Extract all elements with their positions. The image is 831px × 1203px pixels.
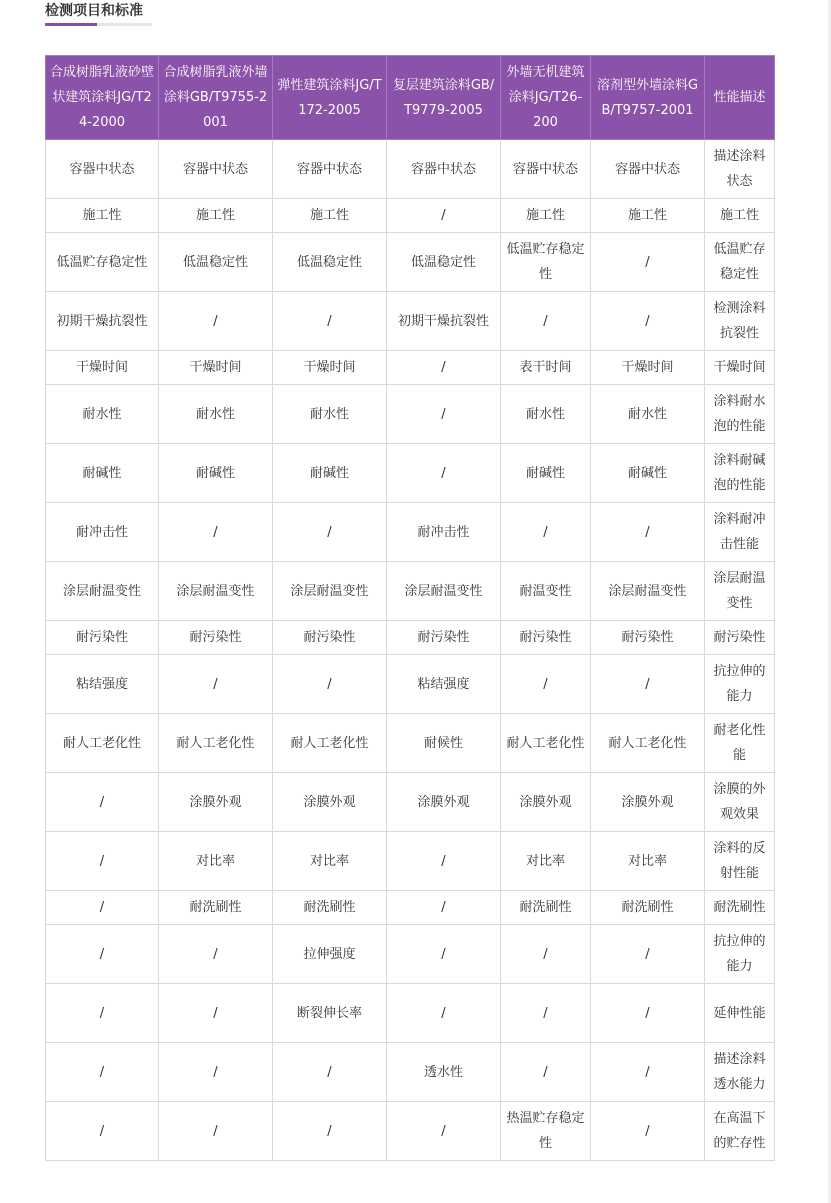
- table-cell: 施工性: [273, 199, 387, 233]
- table-body: [46, 140, 775, 1161]
- table-cell: /: [591, 1102, 705, 1161]
- table-row: [46, 503, 775, 562]
- table-cell: 初期干燥抗裂性: [387, 292, 501, 351]
- standards-table: [45, 55, 775, 1161]
- table-cell: 对比率: [273, 832, 387, 891]
- column-header: 合成树脂乳液砂壁状建筑涂料JG/T24-2000: [46, 56, 159, 140]
- table-cell: 耐洗刷性: [591, 891, 705, 925]
- description-cell: 描述涂料透水能力: [705, 1043, 775, 1102]
- table-cell: 耐水性: [501, 385, 591, 444]
- column-header: 性能描述: [705, 56, 775, 140]
- table-cell: 涂层耐温变性: [591, 562, 705, 621]
- table-row: [46, 832, 775, 891]
- table-cell: /: [159, 292, 273, 351]
- table-cell: /: [273, 292, 387, 351]
- table-cell: 耐污染性: [501, 621, 591, 655]
- table-cell: /: [46, 984, 159, 1043]
- table-row: [46, 773, 775, 832]
- column-header: 外墙无机建筑涂料JG/T26-200: [501, 56, 591, 140]
- table-cell: 涂层耐温变性: [273, 562, 387, 621]
- table-cell: /: [591, 1043, 705, 1102]
- table-cell: 施工性: [591, 199, 705, 233]
- table-cell: /: [273, 1043, 387, 1102]
- description-cell: 涂料耐水泡的性能: [705, 385, 775, 444]
- table-cell: /: [273, 1102, 387, 1161]
- table-cell: /: [591, 925, 705, 984]
- table-row: [46, 984, 775, 1043]
- table-row: [46, 621, 775, 655]
- table-cell: 耐洗刷性: [501, 891, 591, 925]
- table-cell: 涂膜外观: [159, 773, 273, 832]
- table-row: [46, 351, 775, 385]
- table-cell: /: [46, 773, 159, 832]
- table-cell: /: [46, 925, 159, 984]
- table-cell: /: [387, 199, 501, 233]
- table-cell: 干燥时间: [159, 351, 273, 385]
- table-cell: /: [387, 832, 501, 891]
- table-header-row: [46, 56, 775, 140]
- table-cell: /: [159, 925, 273, 984]
- description-cell: 涂层耐温变性: [705, 562, 775, 621]
- table-cell: 粘结强度: [46, 655, 159, 714]
- table-row: [46, 562, 775, 621]
- table-cell: 耐水性: [46, 385, 159, 444]
- description-cell: 耐老化性能: [705, 714, 775, 773]
- table-row: [46, 891, 775, 925]
- table-cell: /: [501, 292, 591, 351]
- table-cell: 耐水性: [591, 385, 705, 444]
- table-cell: /: [501, 925, 591, 984]
- table-cell: 低温稳定性: [387, 233, 501, 292]
- table-cell: 施工性: [159, 199, 273, 233]
- table-cell: 拉伸强度: [273, 925, 387, 984]
- table-cell: 耐冲击性: [46, 503, 159, 562]
- table-cell: /: [501, 503, 591, 562]
- table-cell: 耐候性: [387, 714, 501, 773]
- table-cell: 初期干燥抗裂性: [46, 292, 159, 351]
- table-cell: /: [387, 891, 501, 925]
- table-cell: 低温贮存稳定性: [501, 233, 591, 292]
- table-cell: 涂膜外观: [273, 773, 387, 832]
- table-cell: 容器中状态: [273, 140, 387, 199]
- table-cell: 耐冲击性: [387, 503, 501, 562]
- table-cell: 断裂伸长率: [273, 984, 387, 1043]
- table-cell: 耐人工老化性: [591, 714, 705, 773]
- table-cell: /: [46, 832, 159, 891]
- table-row: [46, 1043, 775, 1102]
- description-cell: 抗拉伸的能力: [705, 655, 775, 714]
- table-row: [46, 925, 775, 984]
- table-cell: 粘结强度: [387, 655, 501, 714]
- table-row: [46, 714, 775, 773]
- table-cell: 施工性: [501, 199, 591, 233]
- column-header: 复层建筑涂料GB/T9779-2005: [387, 56, 501, 140]
- description-cell: 在高温下的贮存性: [705, 1102, 775, 1161]
- table-cell: 涂膜外观: [501, 773, 591, 832]
- table-cell: 干燥时间: [273, 351, 387, 385]
- column-header: 溶剂型外墙涂料GB/T9757-2001: [591, 56, 705, 140]
- table-cell: 耐污染性: [159, 621, 273, 655]
- table-cell: 耐人工老化性: [46, 714, 159, 773]
- table-cell: /: [273, 503, 387, 562]
- description-cell: 描述涂料状态: [705, 140, 775, 199]
- table-cell: /: [387, 444, 501, 503]
- table-cell: /: [159, 984, 273, 1043]
- description-cell: 涂膜的外观效果: [705, 773, 775, 832]
- table-row: [46, 1102, 775, 1161]
- table-cell: 对比率: [591, 832, 705, 891]
- table-cell: 耐洗刷性: [273, 891, 387, 925]
- table-cell: 低温稳定性: [273, 233, 387, 292]
- table-cell: /: [501, 1043, 591, 1102]
- description-cell: 涂料的反射性能: [705, 832, 775, 891]
- table-cell: /: [591, 503, 705, 562]
- description-cell: 延伸性能: [705, 984, 775, 1043]
- table-cell: 耐碱性: [591, 444, 705, 503]
- description-cell: 涂料耐碱泡的性能: [705, 444, 775, 503]
- table-cell: 低温贮存稳定性: [46, 233, 159, 292]
- table-cell: /: [387, 925, 501, 984]
- table-cell: 对比率: [159, 832, 273, 891]
- description-cell: 抗拉伸的能力: [705, 925, 775, 984]
- table-cell: /: [159, 655, 273, 714]
- table-cell: 耐碱性: [273, 444, 387, 503]
- description-cell: 干燥时间: [705, 351, 775, 385]
- table-cell: 表干时间: [501, 351, 591, 385]
- table-cell: 耐水性: [273, 385, 387, 444]
- table-cell: 耐污染性: [46, 621, 159, 655]
- table-cell: /: [591, 655, 705, 714]
- table-cell: 耐人工老化性: [501, 714, 591, 773]
- table-row: [46, 140, 775, 199]
- title-underline: [45, 23, 152, 26]
- table-cell: 耐碱性: [501, 444, 591, 503]
- table-cell: /: [159, 503, 273, 562]
- table-cell: 容器中状态: [501, 140, 591, 199]
- table-cell: 低温稳定性: [159, 233, 273, 292]
- table-cell: 耐洗刷性: [159, 891, 273, 925]
- table-cell: /: [387, 385, 501, 444]
- table-row: [46, 385, 775, 444]
- table-cell: /: [591, 984, 705, 1043]
- description-cell: 涂料耐冲击性能: [705, 503, 775, 562]
- description-cell: 低温贮存稳定性: [705, 233, 775, 292]
- table-cell: /: [591, 233, 705, 292]
- title-underline-accent: [45, 23, 97, 26]
- table-cell: 耐温变性: [501, 562, 591, 621]
- table-row: [46, 655, 775, 714]
- table-cell: /: [387, 1102, 501, 1161]
- table-cell: /: [501, 984, 591, 1043]
- table-cell: 容器中状态: [46, 140, 159, 199]
- table-row: [46, 199, 775, 233]
- table-cell: 耐水性: [159, 385, 273, 444]
- table-cell: 耐人工老化性: [159, 714, 273, 773]
- table-cell: 容器中状态: [387, 140, 501, 199]
- table-cell: /: [591, 292, 705, 351]
- table-cell: 干燥时间: [46, 351, 159, 385]
- table-cell: /: [273, 655, 387, 714]
- table-cell: 耐污染性: [591, 621, 705, 655]
- table-cell: 耐碱性: [46, 444, 159, 503]
- table-cell: /: [159, 1043, 273, 1102]
- table-cell: 涂层耐温变性: [159, 562, 273, 621]
- description-cell: 耐洗刷性: [705, 891, 775, 925]
- column-header: 弹性建筑涂料JG/T172-2005: [273, 56, 387, 140]
- table-cell: /: [387, 984, 501, 1043]
- column-header: 合成树脂乳液外墙涂料GB/T9755-2001: [159, 56, 273, 140]
- table-cell: 对比率: [501, 832, 591, 891]
- table-cell: 热温贮存稳定性: [501, 1102, 591, 1161]
- table-cell: 涂层耐温变性: [46, 562, 159, 621]
- table-cell: 涂层耐温变性: [387, 562, 501, 621]
- table-cell: 容器中状态: [591, 140, 705, 199]
- table-cell: 容器中状态: [159, 140, 273, 199]
- table-cell: /: [46, 891, 159, 925]
- description-cell: 施工性: [705, 199, 775, 233]
- table-row: [46, 292, 775, 351]
- table-cell: 涂膜外观: [591, 773, 705, 832]
- table-cell: /: [159, 1102, 273, 1161]
- description-cell: 检测涂料抗裂性: [705, 292, 775, 351]
- table-cell: /: [46, 1102, 159, 1161]
- table-cell: 耐污染性: [387, 621, 501, 655]
- section-title: 检测项目和标准: [45, 3, 143, 19]
- table-cell: 耐碱性: [159, 444, 273, 503]
- table-cell: /: [46, 1043, 159, 1102]
- table-cell: 透水性: [387, 1043, 501, 1102]
- table-row: [46, 233, 775, 292]
- table-row: [46, 444, 775, 503]
- table-cell: /: [501, 655, 591, 714]
- table-cell: 涂膜外观: [387, 773, 501, 832]
- table-cell: 耐污染性: [273, 621, 387, 655]
- table-cell: 施工性: [46, 199, 159, 233]
- description-cell: 耐污染性: [705, 621, 775, 655]
- table-cell: 干燥时间: [591, 351, 705, 385]
- table-cell: /: [387, 351, 501, 385]
- table-cell: 耐人工老化性: [273, 714, 387, 773]
